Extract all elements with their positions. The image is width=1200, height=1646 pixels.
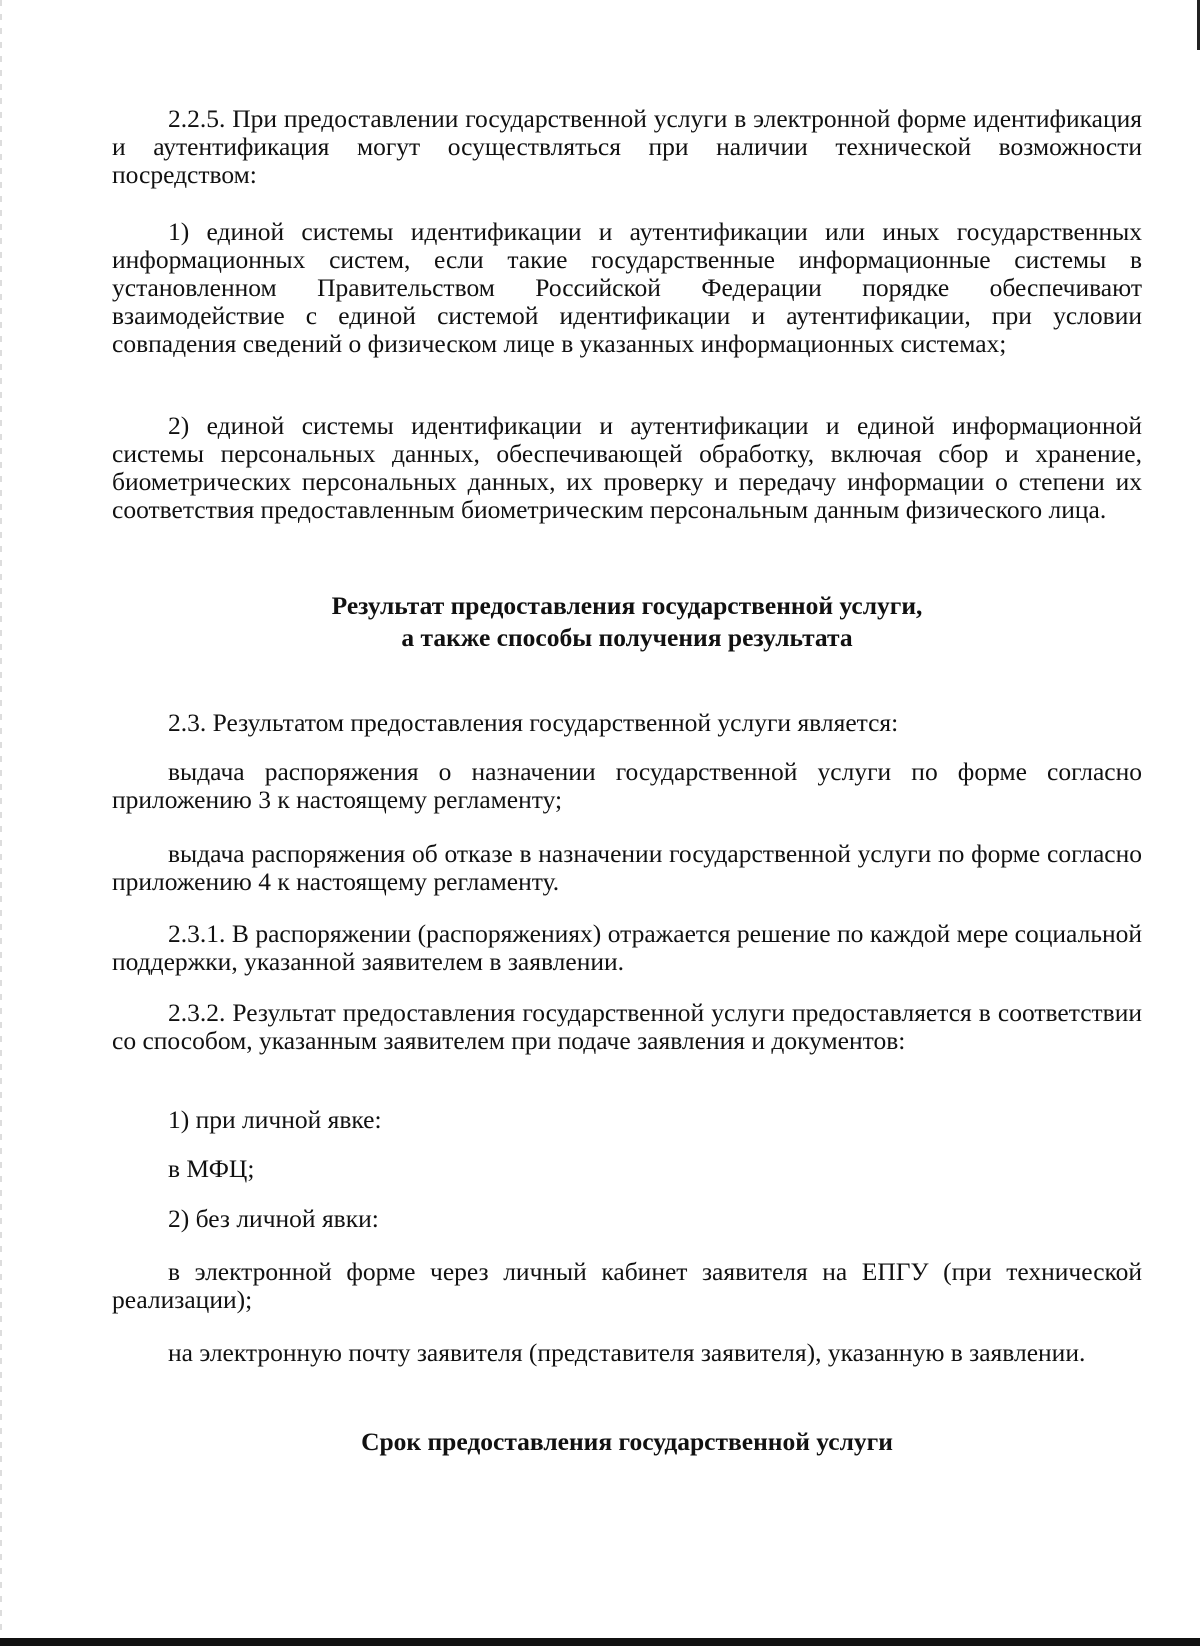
paragraph-remote: 2) без личной явки: bbox=[168, 1204, 379, 1233]
paragraph-2-2-5: 2.2.5. При предоставлении государственной услуги в электронной форме идентификация и аутентификация могут осуществляться при наличии технической возможности посредством: bbox=[112, 104, 1142, 189]
paragraph-2-3-2: 2.3.2. Результат предоставления государственной услуги предоставляется в соответствии со способом, указанным заявителем при подаче заявления и документов: bbox=[112, 998, 1142, 1055]
heading-result bbox=[112, 590, 1142, 654]
heading-result-line-1: Результат предоставления государственной услуги, bbox=[331, 591, 923, 620]
paragraph-mfc: в МФЦ; bbox=[168, 1154, 255, 1183]
heading-result-line-2: а также способы получения результата bbox=[401, 623, 853, 652]
paragraph-result-2: выдача распоряжения об отказе в назначении государственной услуги по форме согласно приложению 4 к настоящему регламенту. bbox=[112, 839, 1142, 896]
heading-term: Срок предоставления государственной услуги bbox=[361, 1427, 893, 1456]
paragraph-personal: 1) при личной явке: bbox=[168, 1105, 382, 1134]
paragraph-result-1: выдача распоряжения о назначении государственной услуги по форме согласно приложению 3 к настоящему регламенту; bbox=[112, 757, 1142, 814]
paragraph-epgu: в электронной форме через личный кабинет заявителя на ЕПГУ (при технической реализации); bbox=[112, 1257, 1142, 1314]
paragraph-item-2: 2) единой системы идентификации и аутентификации и единой информационной системы персональных данных, обеспечивающей обработку, включая сбор и хранение, биометрических персональных данных, их проверку и передачу информации о степени их соответствия предоставленным биометрическим персональным данным физического лица. bbox=[112, 411, 1142, 524]
paragraph-email: на электронную почту заявителя (представителя заявителя), указанную в заявлении. bbox=[168, 1338, 1086, 1367]
paragraph-2-3: 2.3. Результатом предоставления государственной услуги является: bbox=[168, 708, 899, 737]
scan-edge-bottom bbox=[0, 1638, 1200, 1646]
scan-edge-left bbox=[0, 0, 2, 1646]
paragraph-2-3-1: 2.3.1. В распоряжении (распоряжениях) отражается решение по каждой мере социальной поддержки, указанной заявителем в заявлении. bbox=[112, 919, 1142, 976]
paragraph-item-1: 1) единой системы идентификации и аутентификации или иных государственных информационных систем, если такие государственные информационные системы в установленном Правительством Российской Федерации порядке обеспечивают взаимодействие с единой системой идентификации и аутентификации, при условии совпадения сведений о физическом лице в указанных информационных системах; bbox=[112, 217, 1142, 358]
